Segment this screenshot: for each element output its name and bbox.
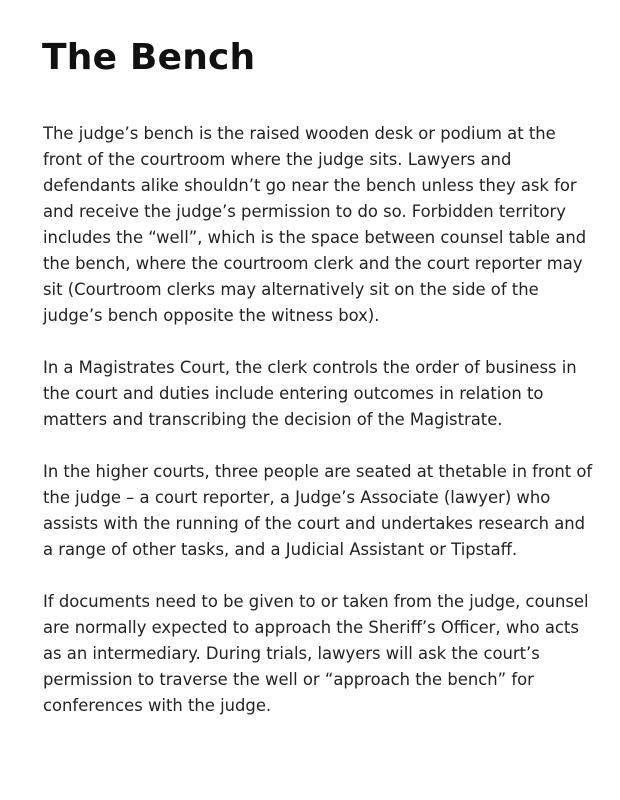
document-body	[43, 121, 595, 719]
paragraph-approach-bench: If documents need to be given to or taken from the judge, counsel are normally expected to approach the Sheriff’s Officer, who acts as an intermediary. During trials, lawyers will ask the court’s permission to traverse the well or “approach the bench” for conferences with the judge.	[43, 592, 589, 715]
page-title: The Bench	[42, 37, 256, 78]
paragraph-higher-courts: In the higher courts, three people are seated at thetable in front of the judge – a court reporter, a Judge’s Associate (lawyer) who assists with the running of the court and undertakes research and a range of other tasks, and a Judicial Assistant or Tipstaff.	[43, 462, 593, 559]
paragraph-magistrates-court: In a Magistrates Court, the clerk controls the order of business in the court and duties include entering outcomes in relation to matters and transcribing the decision of the Magistrate.	[43, 358, 577, 429]
paragraph-judges-bench: The judge’s bench is the raised wooden desk or podium at the front of the courtroom where the judge sits. Lawyers and defendants alike shouldn’t go near the bench unless they ask for and receive the judge’s permission to do so. Forbidden territory includes the “well”, which is the space between counsel table and the bench, where the courtroom clerk and the court reporter may sit (Courtroom clerks may alternatively sit on the side of the judge’s bench opposite the witness box).	[43, 124, 587, 325]
